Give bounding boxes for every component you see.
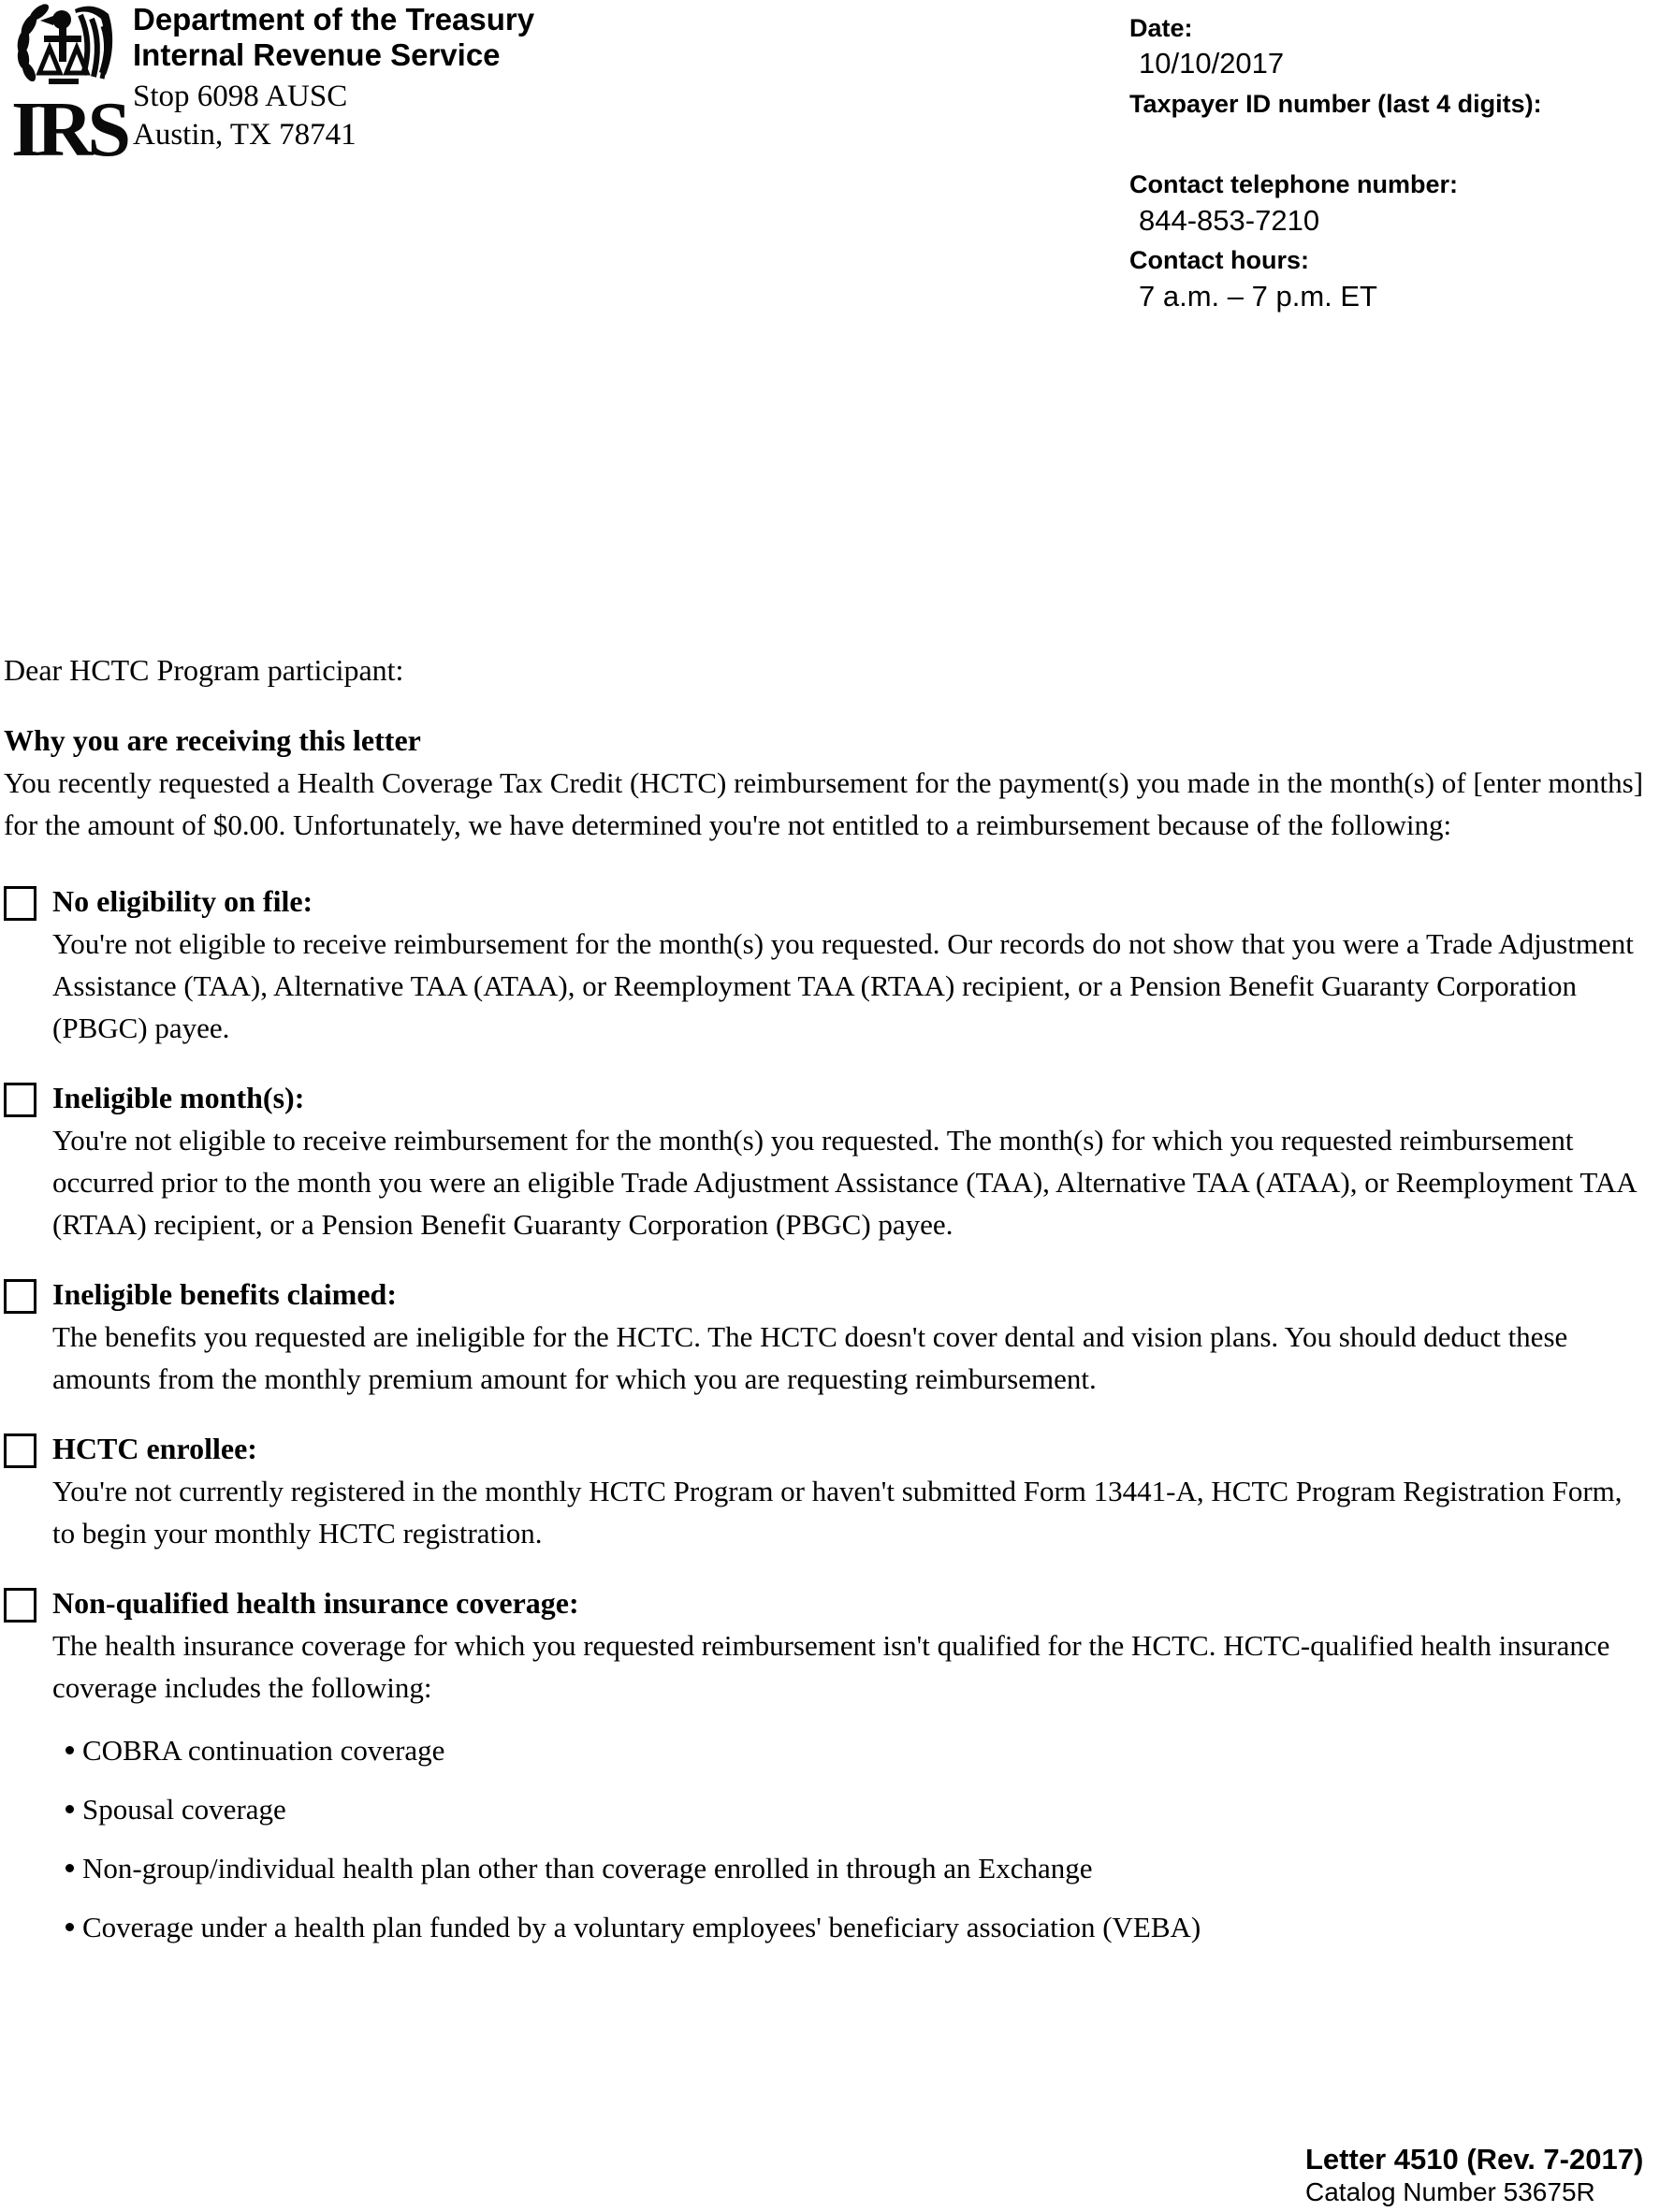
irs-logo-text: IRS <box>11 86 126 173</box>
date-label: Date: <box>1129 14 1193 42</box>
date-value: 10/10/2017 <box>1139 47 1285 80</box>
taxpayer-id-label: Taxpayer ID number (last 4 digits): <box>1129 90 1542 118</box>
intro-heading: Why you are receiving this letter <box>4 723 421 757</box>
contact-hours-label: Contact hours: <box>1129 246 1309 274</box>
bullet-icon <box>66 1864 74 1872</box>
contact-hours-value: 7 a.m. – 7 p.m. ET <box>1139 280 1377 313</box>
letter-footer <box>1305 2142 1643 2207</box>
reason-body: You're not currently registered in the monthly HCTC Program or haven't submitted Form 13441-A, HCTC Program Registration Form, to begin your monthly HCTC registration. <box>52 1475 1623 1550</box>
reason-title: HCTC enrollee: <box>52 1432 257 1465</box>
reason-body: You're not eligible to receive reimbursement for the month(s) you requested. The month(s) for which you requested reimbursement occurred prior to the month you were an eligible Trade Adjustment Assistance (TAA), Alternative TAA (ATAA), or Reemployment TAA (RTAA) recipient, or a Pension Benefit Guaranty Corporation (PBGC) payee. <box>52 1124 1636 1241</box>
contact-phone-value: 844-853-7210 <box>1139 204 1320 237</box>
reason-title: Non-qualified health insurance coverage: <box>52 1586 579 1620</box>
irs-eagle-icon <box>11 2 122 95</box>
reason-section-ineligible-benefits <box>4 1273 1671 1400</box>
reason-body: The health insurance coverage for which you requested reimbursement isn't qualified for the HCTC. HCTC-qualified health insurance coverage includes the following: <box>52 1629 1610 1704</box>
reason-title: Ineligible month(s): <box>52 1081 305 1114</box>
catalog-number: Catalog Number 53675R <box>1305 2177 1595 2206</box>
list-item <box>4 1729 1671 1771</box>
reason-title: No eligibility on file: <box>52 884 313 918</box>
bullet-icon <box>66 1746 74 1754</box>
list-item <box>4 1847 1671 1889</box>
contact-phone-label: Contact telephone number: <box>1129 170 1459 198</box>
agency-line-2: Internal Revenue Service <box>133 37 501 72</box>
list-item <box>4 1906 1671 1948</box>
reason-section-non-qualified-coverage <box>4 1582 1671 1709</box>
mail-stop-line: Stop 6098 AUSC <box>133 80 348 113</box>
reason-title: Ineligible benefits claimed: <box>52 1277 397 1311</box>
reason-section-ineligible-months <box>4 1077 1671 1245</box>
letter-number: Letter 4510 (Rev. 7-2017) <box>1305 2143 1644 2176</box>
reason-section-hctc-enrollee <box>4 1428 1671 1554</box>
checkbox-hctc-enrollee[interactable] <box>4 1433 36 1468</box>
agency-block <box>133 2 534 154</box>
reason-body: The benefits you requested are ineligible for the HCTC. The HCTC doesn't cover dental and vision plans. You should deduct these amounts from the monthly premium amount for which you are requesting reimbursement. <box>52 1320 1568 1395</box>
irs-logo <box>11 2 127 173</box>
checkbox-ineligible-benefits[interactable] <box>4 1279 36 1314</box>
list-item <box>4 1788 1671 1830</box>
city-state-zip-line: Austin, TX 78741 <box>133 118 357 152</box>
list-item-text: Spousal coverage <box>82 1793 286 1826</box>
list-item-text: COBRA continuation coverage <box>82 1734 445 1767</box>
agency-line-1: Department of the Treasury <box>133 2 535 36</box>
bullet-icon <box>66 1923 74 1931</box>
list-item-text: Coverage under a health plan funded by a voluntary employees' beneficiary association (VEBA) <box>82 1911 1201 1943</box>
letter-meta <box>1129 0 1674 337</box>
salutation: Dear HCTC Program participant: <box>4 653 404 687</box>
intro-paragraph: You recently requested a Health Coverage Tax Credit (HCTC) reimbursement for the payment(s) you made in the month(s) of [enter months] for the amount of $0.00. Unfortunately, we have determined you're not entitled to a reimbursement because of the following: <box>4 766 1644 841</box>
bullet-icon <box>66 1805 74 1813</box>
checkbox-no-eligibility[interactable] <box>4 886 36 921</box>
reason-body: You're not eligible to receive reimbursement for the month(s) you requested. Our records do not show that you were a Trade Adjustment Assistance (TAA), Alternative TAA (ATAA), or Reemployment TAA (RTAA) recipient, or a Pension Benefit Guaranty Corporation (PBGC) payee. <box>52 927 1634 1044</box>
checkbox-ineligible-months[interactable] <box>4 1083 36 1117</box>
reason-section-no-eligibility <box>4 880 1671 1049</box>
qualified-coverage-list <box>4 1729 1671 1948</box>
checkbox-non-qualified-coverage[interactable] <box>4 1588 36 1623</box>
list-item-text: Non-group/individual health plan other than coverage enrolled in through an Exchange <box>82 1852 1093 1885</box>
letter-body <box>4 649 1671 1965</box>
